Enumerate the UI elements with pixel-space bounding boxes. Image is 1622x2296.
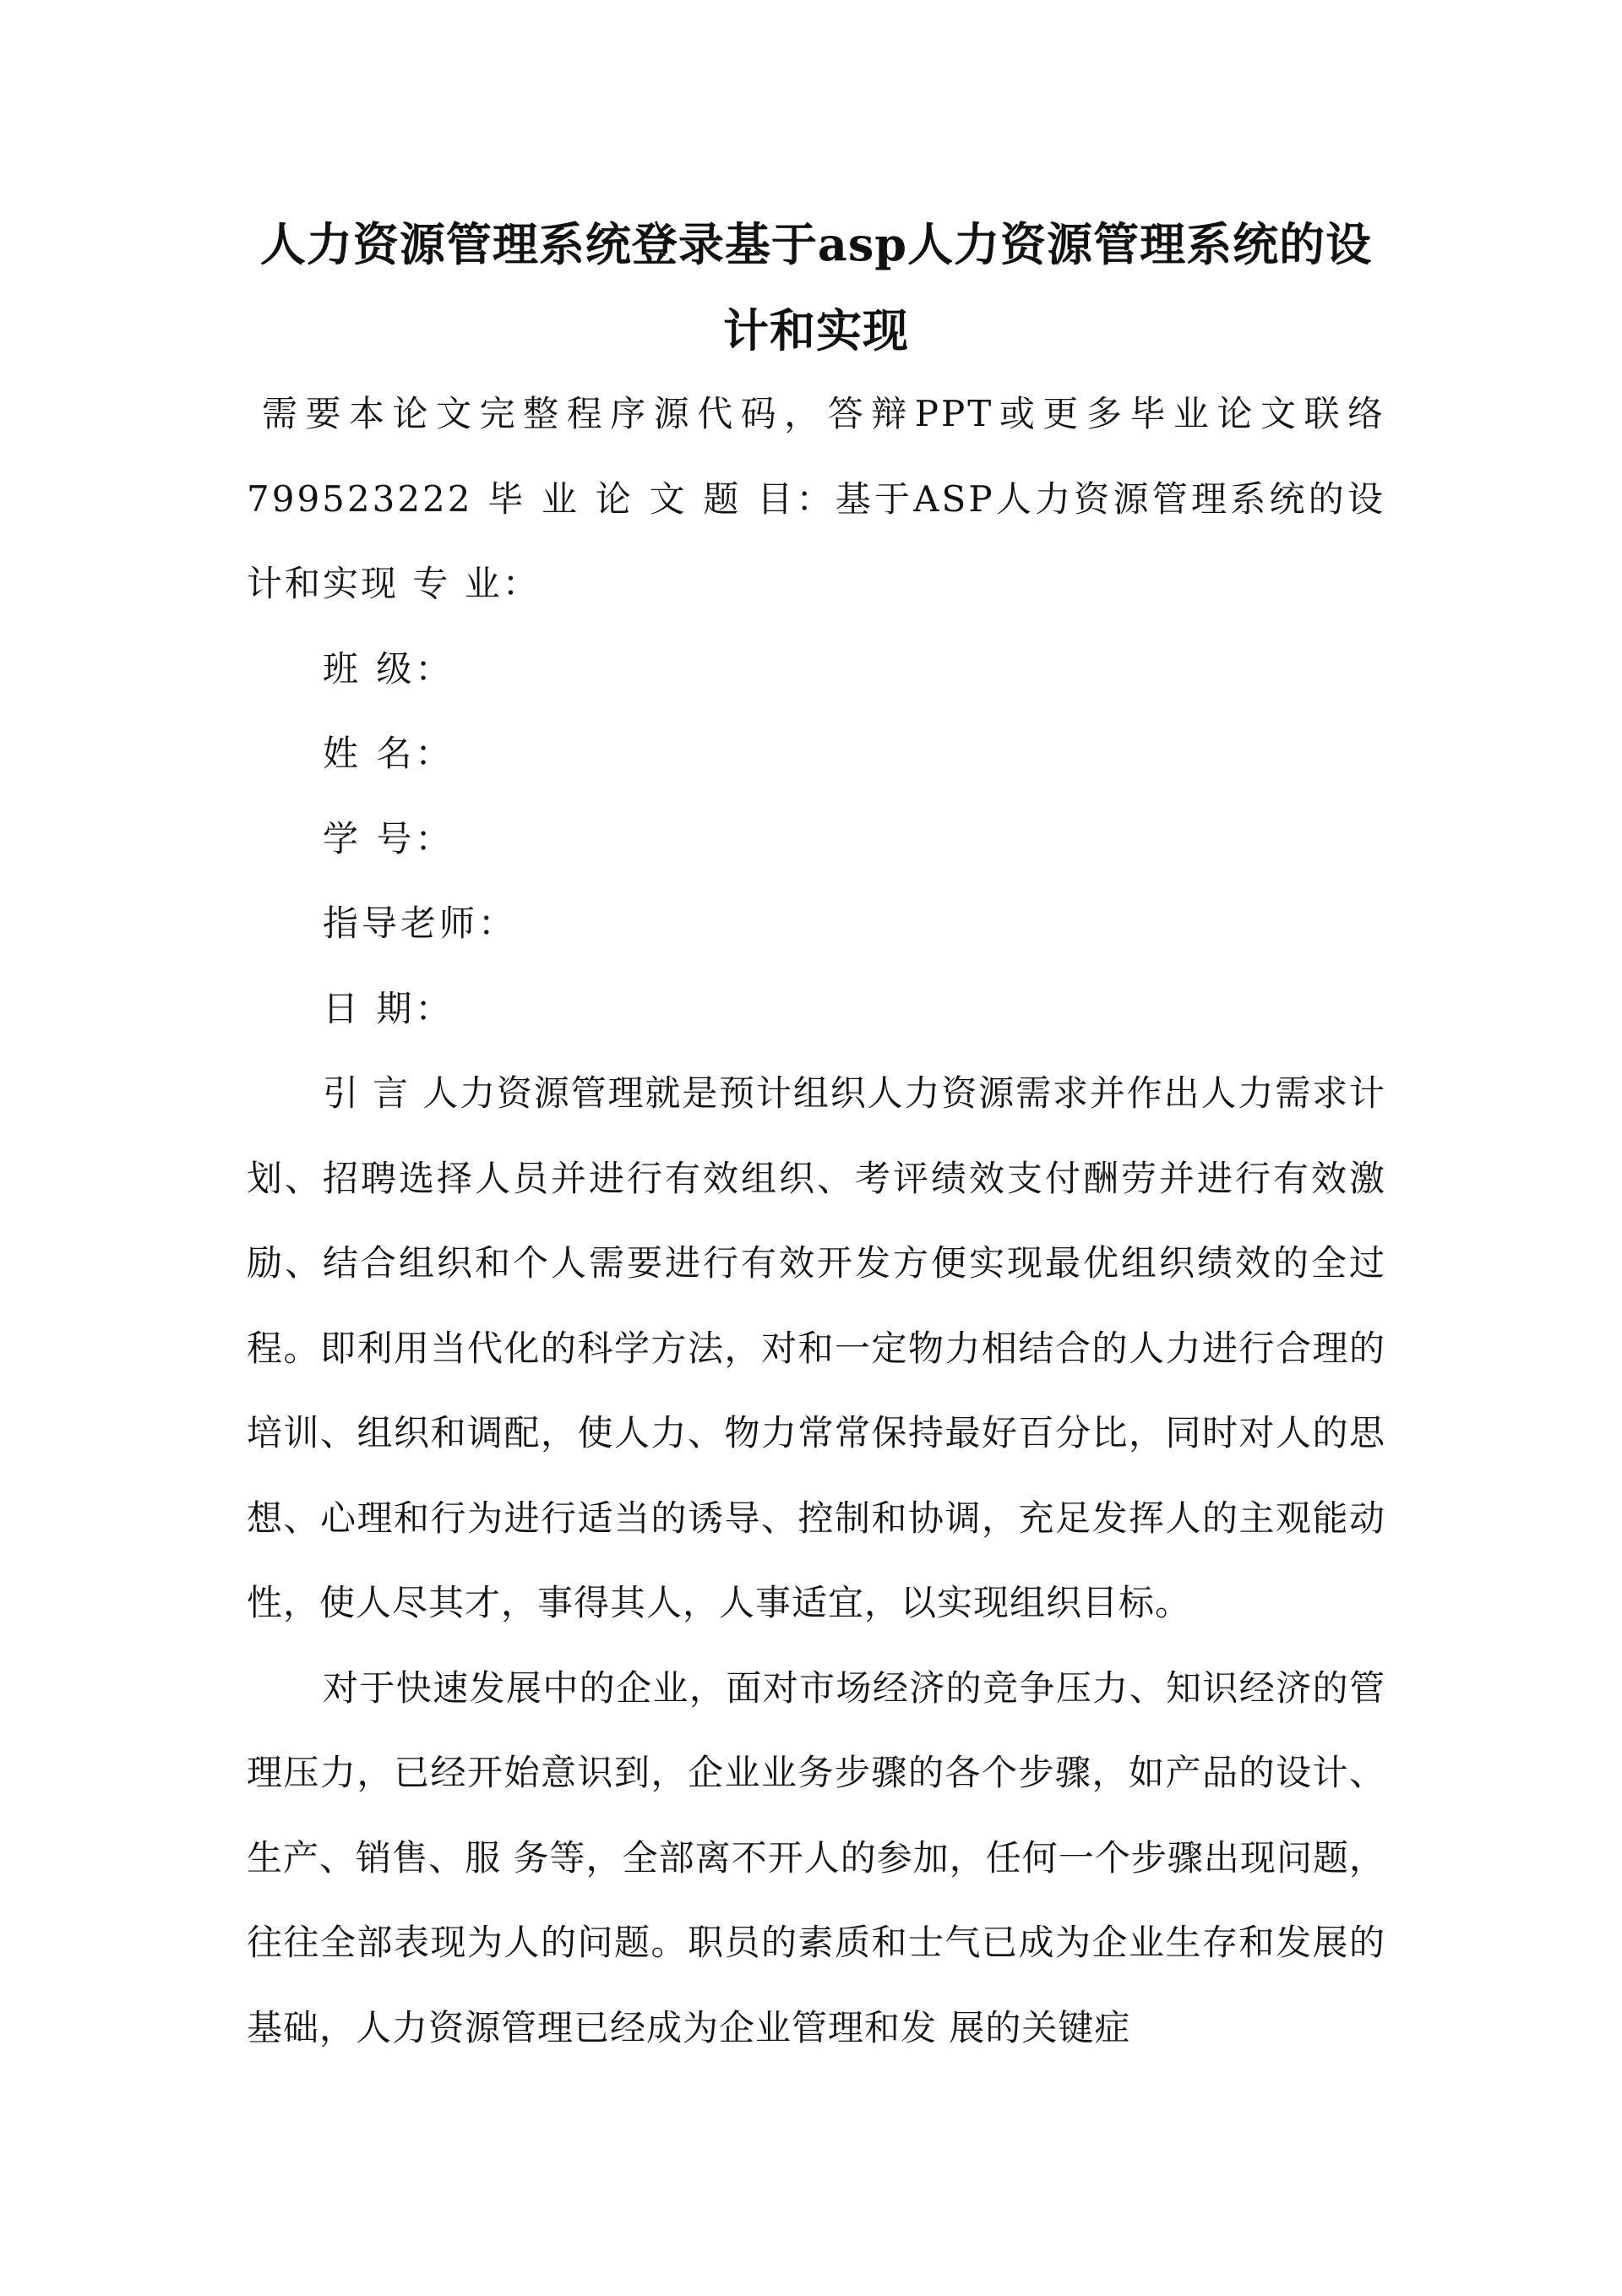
class-field: 班 级： bbox=[323, 647, 454, 690]
date-field: 日 期： bbox=[323, 987, 454, 1029]
body-paragraph-introduction: 引 言 人力资源管理就是预计组织人力资源需求并作出人力需求计划、招聘选择人员并进行有效组织、考评绩效支付酬劳并进行有效激励、结合组织和个人需要进行有效开发方便实现最优组织绩效的全过程。即利用当代化的科学方法，对和一定物力相结合的人力进行合理的培训、组织和调配，使人力、物力常常保持最好百分比，同时对人的思想、心理和行为进行适当的诱导、控制和协调，充足发挥人的主观能动性，使人尽其才，事得其人，人事适宜，以实现组织目标。 bbox=[247, 1072, 1385, 1623]
advisor-field: 指导老师： bbox=[323, 903, 518, 944]
document-body bbox=[247, 372, 1385, 2070]
document-title: 人力资源管理系统登录基于asp人力资源管理系统的设计和实现 bbox=[259, 217, 1373, 357]
body-paragraph-enterprise: 对于快速发展中的企业，面对市场经济的竞争压力、知识经济的管理压力，已经开始意识到，企业业务步骤的各个步骤，如产品的设计、生产、销售、服 务等，全部离不开人的参加，任何一个步骤出现问题，往往全部表现为人的问题。职员的素质和士气已成为企业生存和发展的基础，人力资源管理已经成为企业管理和发 展的关键症 bbox=[247, 1666, 1385, 2048]
student-id-field: 学 号： bbox=[323, 817, 454, 859]
intro-paragraph: 需要本论文完整程序源代码，答辩PPT或更多毕业论文联络 799523222 毕 业 论 文 题 目：基于ASP人力资源管理系统的设计和实现 专 业： bbox=[247, 393, 1385, 604]
name-field: 姓 名： bbox=[323, 733, 454, 774]
